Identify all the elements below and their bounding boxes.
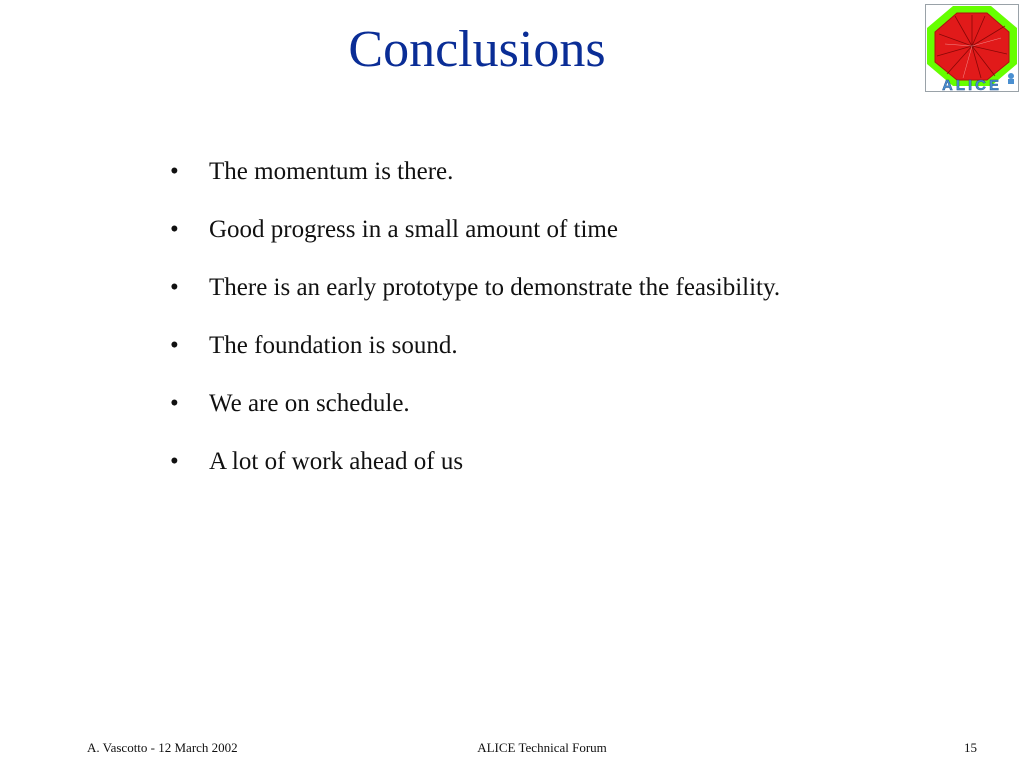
bullet-text: We are on schedule. (209, 390, 410, 417)
footer-page-number: 15 (964, 740, 977, 755)
footer-author-date: A. Vascotto - 12 March 2002 (87, 740, 238, 755)
bullet-text: There is an early prototype to demonstrate the feasibility. (209, 274, 781, 301)
logo-text: ALICE (942, 77, 1002, 92)
bullet-marker: • (170, 216, 179, 243)
bullet-text: The foundation is sound. (209, 332, 458, 359)
bullet-marker: • (170, 332, 179, 359)
bullet-text: Good progress in a small amount of time (209, 216, 618, 243)
bullet-marker: • (170, 274, 179, 301)
footer-event-name: ALICE Technical Forum (477, 740, 607, 755)
bullet-text: The momentum is there. (209, 158, 454, 185)
bullet-text: A lot of work ahead of us (209, 448, 464, 475)
bullet-marker: • (170, 158, 179, 185)
slide-title: Conclusions (348, 21, 606, 78)
bullet-marker: • (170, 448, 179, 475)
bullet-marker: • (170, 390, 179, 417)
alice-logo-icon (925, 4, 1019, 92)
